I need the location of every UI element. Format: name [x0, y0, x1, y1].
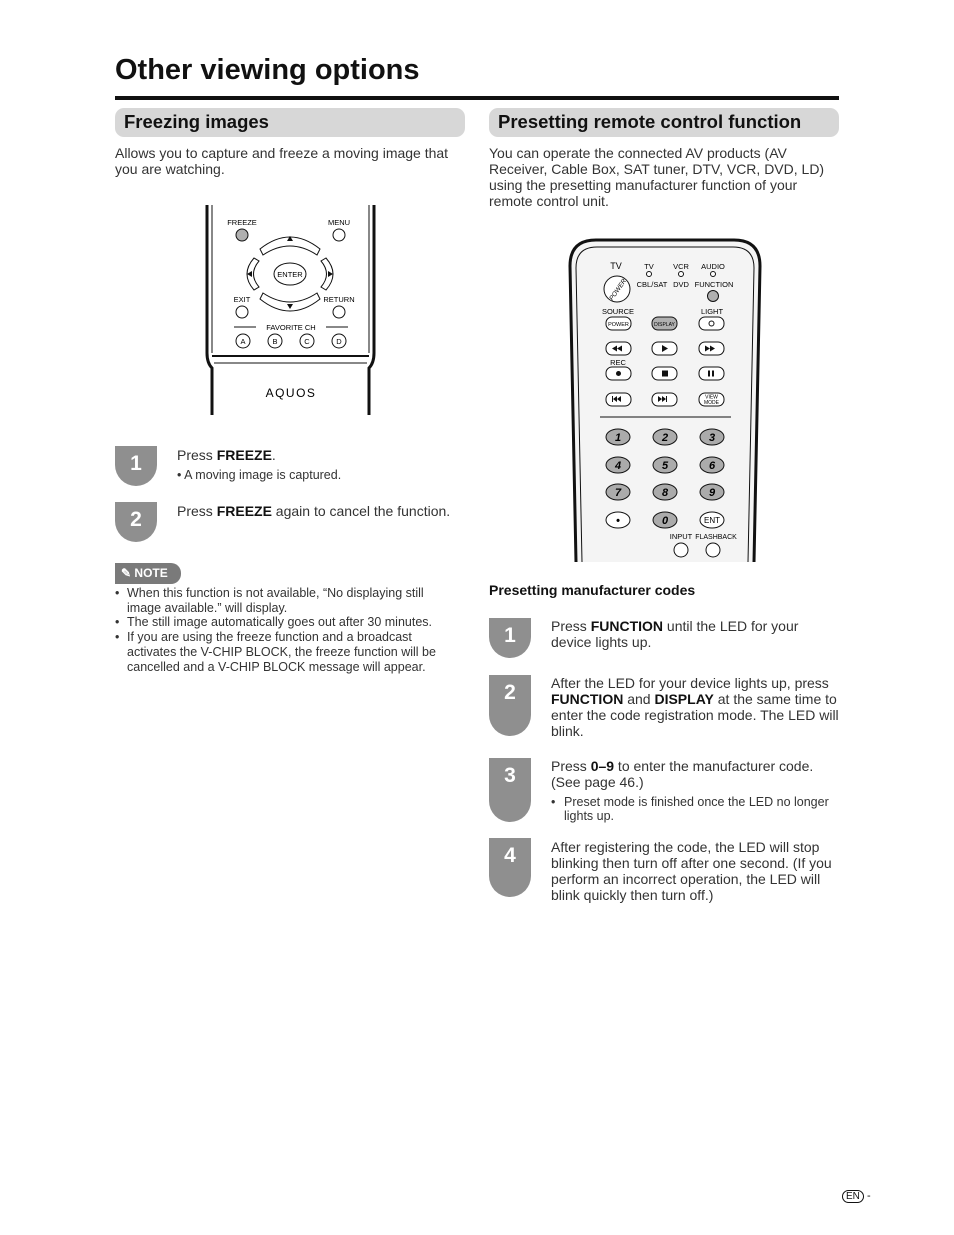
- freeze-step-1-text: Press FREEZE.: [177, 447, 276, 463]
- manufacturer-codes-heading: Presetting manufacturer codes: [489, 582, 696, 598]
- menu-button-icon: [333, 229, 345, 241]
- light-button-icon: [699, 317, 724, 330]
- presetting-intro: You can operate the connected AV products (AV Receiver, Cable Box, SAT tuner, DTV, VCR, DVD, LD) using the presetting manufacturer function of your remote control unit.: [489, 145, 825, 209]
- key-ent-label: ENT: [704, 516, 720, 525]
- preset-remote-illustration: [566, 236, 764, 566]
- key-7-label: 7: [614, 487, 622, 499]
- fav-c-label: C: [304, 337, 310, 346]
- key-9-label: 9: [708, 487, 716, 499]
- freeze-label: FREEZE: [227, 218, 257, 227]
- key-6-label: 6: [708, 460, 716, 472]
- language-label: EN: [842, 1190, 864, 1203]
- preset-step-4-badge: 4: [489, 838, 531, 897]
- fav-a-label: A: [240, 337, 246, 346]
- source-label: SOURCE: [601, 307, 635, 316]
- key-2-label: 2: [661, 432, 669, 444]
- preset-step-1-badge: 1: [489, 618, 531, 658]
- return-label: RETURN: [323, 295, 355, 304]
- title-rule: [115, 96, 839, 100]
- tv-big-label: TV: [610, 261, 622, 271]
- presetting-heading: Presetting remote control function: [489, 108, 839, 137]
- preset-step-2-text: After the LED for your device lights up, press FUNCTION and DISPLAY at the same time to enter the code registration mode. The LED will blink.: [551, 675, 839, 739]
- pause-button-icon: [699, 367, 724, 380]
- display-label: DISPLAY: [654, 322, 675, 328]
- language-badge: [842, 1190, 871, 1203]
- page-title: Other viewing options: [115, 54, 420, 86]
- note-item: • If you are using the freeze function and a broadcast activates the V-CHIP BLOCK, the freeze function will be cancelled and a V-CHIP BLOCK message will appear.: [115, 630, 455, 674]
- exit-label: EXIT: [233, 295, 251, 304]
- freeze-button-icon: [236, 229, 248, 241]
- audio-led-icon: [711, 272, 716, 277]
- freeze-remote-illustration: [200, 203, 385, 418]
- key-5-label: 5: [661, 460, 669, 472]
- preset-step-4-text: After registering the code, the LED will stop blinking then turn off after one second. (If you perform an incorrect operation, the LED will blink quickly then turn off.): [551, 839, 832, 903]
- input-label: INPUT: [669, 532, 693, 541]
- note-item: • When this function is not available, “No displaying still image available.” will display.: [115, 586, 455, 615]
- view-mode-label-1: VIEW: [705, 394, 718, 401]
- function-label: FUNCTION: [694, 280, 734, 289]
- preset-step-3-badge: 3: [489, 758, 531, 822]
- power-label: POWER: [608, 277, 629, 302]
- key-8-label: 8: [661, 487, 669, 499]
- key-4-label: 4: [614, 460, 622, 472]
- key-3-label: 3: [708, 432, 716, 444]
- dvd-label: DVD: [673, 280, 689, 289]
- key-1-label: 1: [614, 432, 622, 444]
- freeze-step-1-badge: 1: [115, 446, 157, 486]
- return-button-icon: [333, 306, 345, 318]
- vcr-label: VCR: [673, 262, 689, 271]
- cbl-sat-label: CBL/SAT: [636, 280, 668, 289]
- freezing-intro: Allows you to capture and freeze a moving image that you are watching.: [115, 145, 449, 177]
- freeze-step-2-text: Press FREEZE again to cancel the function.: [177, 503, 451, 519]
- favorite-ch-label: FAVORITE CH: [266, 323, 316, 332]
- enter-label: ENTER: [277, 270, 303, 279]
- tv-label: TV: [644, 262, 654, 271]
- source-power-label: POWER: [608, 322, 629, 328]
- rec-label: REC: [610, 358, 626, 367]
- exit-button-icon: [236, 306, 248, 318]
- pencil-icon: ✎: [121, 566, 132, 580]
- view-mode-label-2: MODE: [704, 400, 719, 406]
- preset-step-3-text: Press 0–9 to enter the manufacturer code. (See page 46.): [551, 758, 814, 790]
- freeze-step-2-badge: 2: [115, 502, 157, 542]
- key-dot-label: •: [616, 515, 620, 527]
- fav-b-label: B: [272, 337, 278, 346]
- tv-led-icon: [647, 272, 652, 277]
- preset-step-2-badge: 2: [489, 675, 531, 736]
- preset-step-3-bullet: • Preset mode is finished once the LED no longer lights up.: [551, 795, 829, 823]
- key-0-label: 0: [661, 515, 669, 527]
- function-button-icon: [708, 291, 719, 302]
- flashback-label: FLASHBACK: [695, 534, 737, 541]
- page-suffix: -: [866, 1190, 871, 1202]
- input-button-icon: [674, 543, 688, 557]
- preset-step-1-text: Press FUNCTION until the LED for your device lights up.: [551, 618, 799, 650]
- aquos-brand-label: AQUOS: [265, 386, 317, 400]
- fav-d-label: D: [336, 337, 342, 346]
- menu-label: MENU: [327, 218, 351, 227]
- freezing-heading: Freezing images: [115, 108, 465, 137]
- audio-label: AUDIO: [701, 262, 725, 271]
- note-label: NOTE: [134, 566, 168, 580]
- note-item: • The still image automatically goes out after 30 minutes.: [115, 615, 455, 630]
- light-label: LIGHT: [700, 307, 724, 316]
- note-badge: [115, 563, 181, 584]
- note-list: [115, 586, 455, 674]
- freeze-step-1-bullet: • A moving image is captured.: [177, 468, 342, 482]
- flashback-button-icon: [706, 543, 720, 557]
- vcr-led-icon: [679, 272, 684, 277]
